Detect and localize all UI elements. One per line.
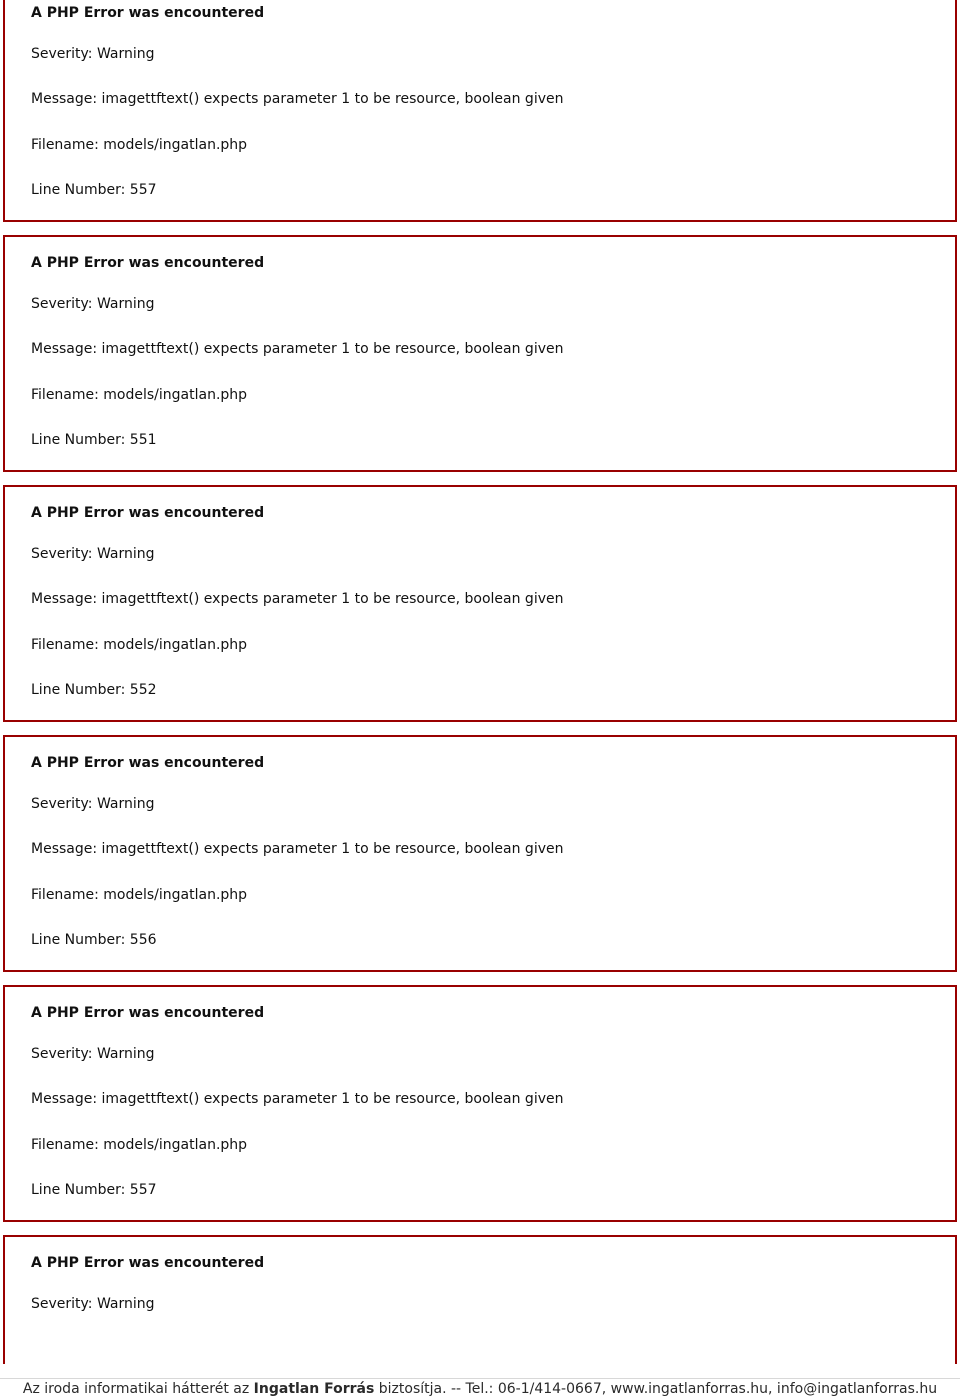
footer-divider [0,1378,960,1379]
error-filename: Filename: models/ingatlan.php [31,137,248,153]
error-severity: Severity: Warning [31,796,155,812]
error-message: Message: imagettftext() expects parameter 1 to be resource, boolean given [31,841,564,857]
footer-suffix: biztosítja. -- Tel.: 06-1/414-0667, www.ingatlanforras.hu, info@ingatlanforras.hu [378,1381,938,1397]
error-severity: Severity: Warning [31,1296,155,1312]
error-filename: Filename: models/ingatlan.php [31,887,248,903]
error-filename: Filename: models/ingatlan.php [31,1137,248,1153]
php-error-block [3,0,957,222]
page-footer [0,1364,960,1398]
error-message: Message: imagettftext() expects parameter 1 to be resource, boolean given [31,1091,564,1107]
error-severity: Severity: Warning [31,296,155,312]
footer-prefix: Az iroda informatikai hátterét az [22,1381,250,1397]
error-severity: Severity: Warning [31,546,155,562]
error-title: A PHP Error was encountered [31,755,265,771]
error-severity: Severity: Warning [31,1046,155,1062]
error-title: A PHP Error was encountered [31,5,265,21]
error-line-number: Line Number: 557 [31,182,157,198]
error-message: Message: imagettftext() expects parameter 1 to be resource, boolean given [31,341,564,357]
php-error-block [3,735,957,972]
footer-text [0,1381,960,1397]
footer-brand: Ingatlan Forrás [253,1381,375,1397]
error-filename: Filename: models/ingatlan.php [31,387,248,403]
error-severity: Severity: Warning [31,46,155,62]
error-title: A PHP Error was encountered [31,1255,265,1271]
error-filename: Filename: models/ingatlan.php [31,637,248,653]
php-error-block [3,235,957,472]
php-error-block [3,985,957,1222]
error-line-number: Line Number: 556 [31,932,157,948]
error-line-number: Line Number: 557 [31,1182,157,1198]
error-title: A PHP Error was encountered [31,255,265,271]
error-line-number: Line Number: 552 [31,682,157,698]
error-title: A PHP Error was encountered [31,505,265,521]
error-line-number: Line Number: 551 [31,432,157,448]
error-message: Message: imagettftext() expects parameter 1 to be resource, boolean given [31,591,564,607]
error-title: A PHP Error was encountered [31,1005,265,1021]
error-message: Message: imagettftext() expects parameter 1 to be resource, boolean given [31,91,564,107]
php-error-block [3,485,957,722]
